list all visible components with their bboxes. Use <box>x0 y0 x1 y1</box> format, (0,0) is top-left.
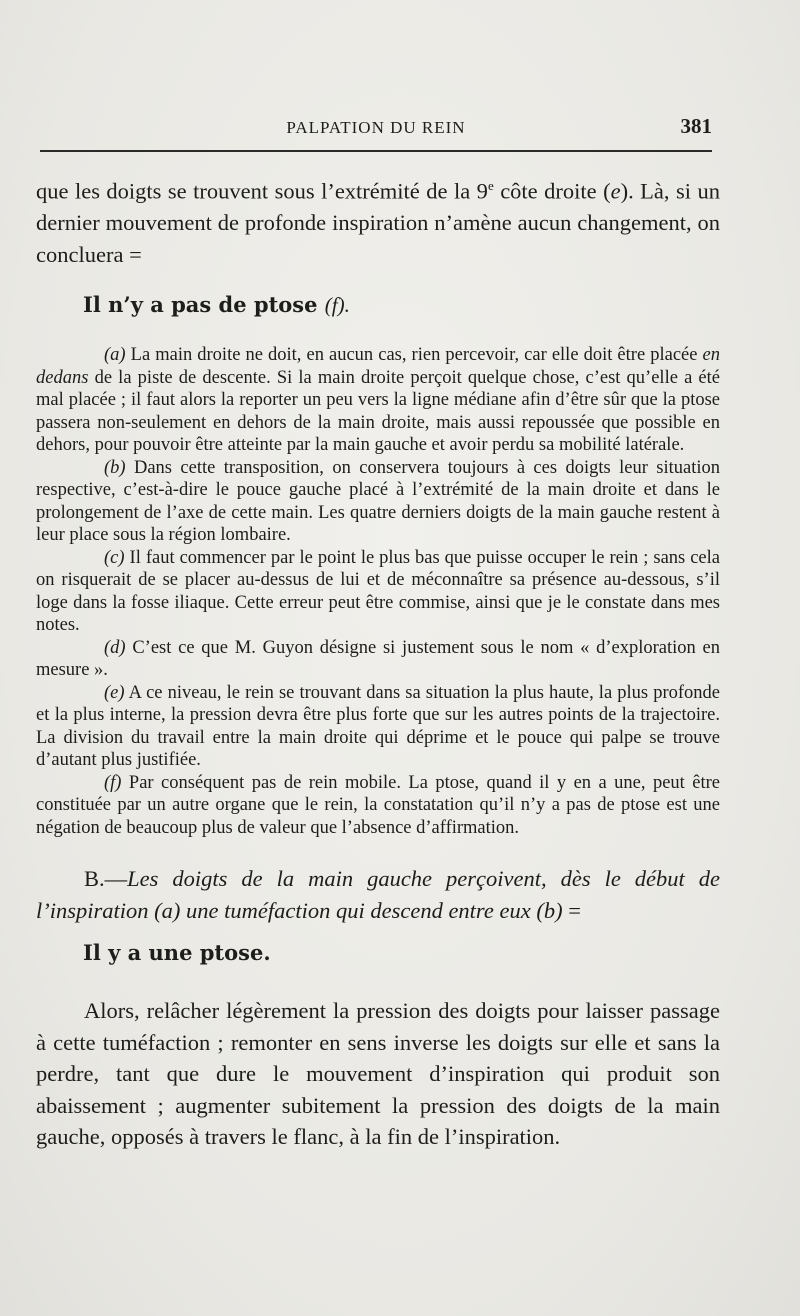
footnote-f <box>36 772 720 840</box>
footnote-emphasis: en dedans <box>36 345 720 388</box>
heading-text: Il n’y a pas de ptose <box>83 292 318 317</box>
footnote-text: Par conséquent pas de rein mobile. La ptose, quand il y en a une, peut être constituée par un autre organe que le rein, la constatation qu’il n’y a pas de ptose est une négation de beaucoup plus de valeur que l’absence d’affirmation. <box>36 772 720 838</box>
section-b-italic: une tuméfaction qui descend entre eux <box>186 897 531 923</box>
section-b-paragraph <box>36 863 720 926</box>
note-ref-b: (b) <box>536 897 563 923</box>
running-title: PALPATION DU REIN <box>286 118 466 137</box>
footnote-label: (a) <box>104 345 126 365</box>
footnote-label: (e) <box>104 682 125 703</box>
footnote-b <box>36 457 720 547</box>
continuation-text-a: que les doigts se trouvent sous l’extrémité de la 9 <box>36 178 488 204</box>
page-header <box>40 112 712 146</box>
footnotes <box>36 344 720 839</box>
footnote-label: (c) <box>104 547 125 568</box>
section-b-tail: = <box>562 897 581 923</box>
continuation-text-b: côte droite ( <box>493 178 611 204</box>
page-body <box>36 170 720 1153</box>
continuation-text-c: ). Là, si un dernier mouvement de profonde inspiration n’amène aucun changement, on concluera = <box>36 178 720 267</box>
footnote-label: (b) <box>104 457 126 478</box>
footnote-e <box>36 682 720 772</box>
section-b-italic: Les doigts de la main gauche perçoivent, dès le début de l’inspiration <box>36 866 720 923</box>
note-ref-f: (f). <box>324 293 350 317</box>
continuation-paragraph <box>36 170 720 270</box>
final-paragraph: Alors, relâcher légèrement la pression des doigts pour laisser passage à cette tuméfaction ; remonter en sens inverse les doigts sur elle et sans la perdre, tant que dure le mouvement d’inspiration qui produit son abaissement ; augmenter subitement la pression des doigts de la main gauche, opposés à travers le flanc, à la fin de l’inspiration. <box>36 998 720 1149</box>
note-ref-e: e <box>610 178 621 204</box>
conclusion-heading-ptosis: Il y a une ptose. <box>83 940 271 965</box>
superscript-e: e <box>487 178 494 193</box>
note-ref-a: (a) <box>154 897 181 923</box>
footnote-a <box>36 344 720 457</box>
section-b-label: B.— <box>84 866 128 891</box>
footnote-label: (d) <box>104 637 126 658</box>
footnote-label: (f) <box>104 772 122 793</box>
footnote-text: Dans cette transposition, on conservera toujours à ces doigts leur situation respective, c’est-à-dire le pouce gauche placé à l’extrémité de la main droite et dans le prolongement de l’axe de cette main. Les quatre derniers doigts de la main gauche restent à leur place sous la région lombaire. <box>36 457 720 545</box>
footnote-text: A ce niveau, le rein se trouvant dans sa situation la plus haute, la plus profonde et la plus interne, la pression devra être plus forte que sur les autres points de la trajectoire. La division du travail entre la main droite qui déprime et le pouce qui palpe se trouve d’autant plus justifiée. <box>36 682 720 770</box>
footnote-text: Il faut commencer par le point le plus bas que puisse occuper le rein ; sans cela on risquerait de se placer au-dessus de lui et de méconnaître sa présence au-dessous, s’il loge dans la fosse iliaque. Cette erreur peut être commise, ainsi que je le constate dans mes notes. <box>36 547 720 635</box>
conclusion-heading-no-ptosis <box>83 292 720 318</box>
page-number: 381 <box>680 114 712 138</box>
footnote-d <box>36 637 720 682</box>
footnote-text: de la piste de descente. Si la main droite perçoit quelque chose, c’est qu’elle a été mal placée ; il faut alors la reporter un peu vers la ligne médiane afin d’être sûr que la ptose passera non-seulement en dehors de la main droite, mais aussi repoussée que possible en dehors, pour pouvoir être atteinte par la main gauche et avoir perdu sa mobilité latérale. <box>36 367 720 455</box>
footnote-text: La main droite ne doit, en aucun cas, rien percevoir, car elle doit être placée <box>125 345 703 365</box>
header-rule <box>40 150 712 152</box>
footnote-c <box>36 547 720 637</box>
footnote-text: C’est ce que M. Guyon désigne si justement sous le nom « d’exploration en mesure ». <box>36 637 720 680</box>
